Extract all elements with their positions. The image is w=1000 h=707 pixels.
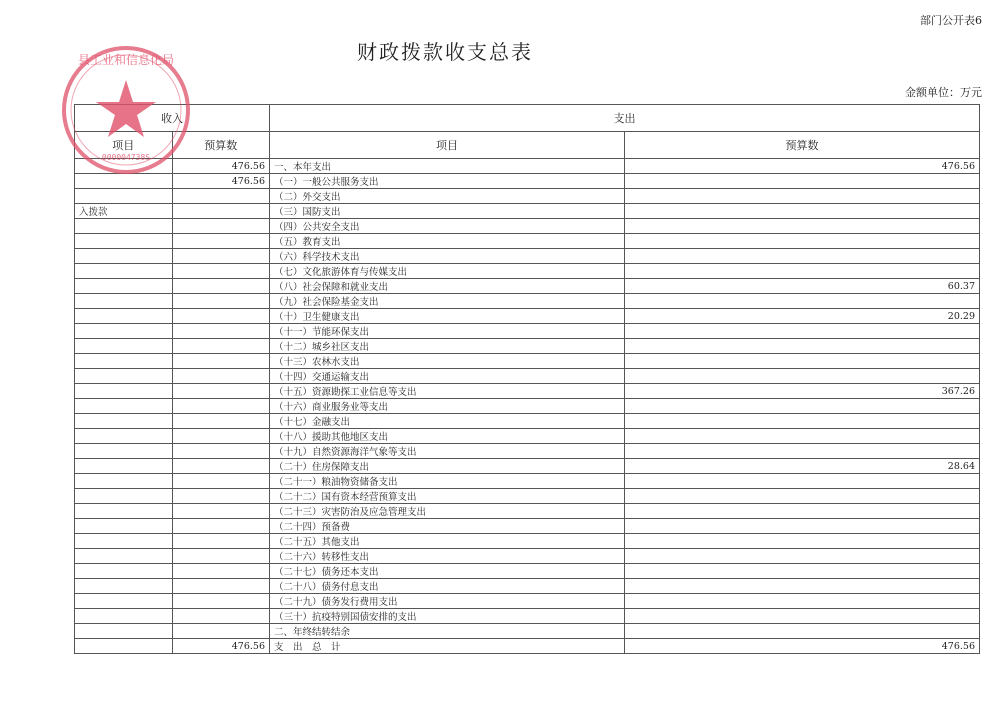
income-budget-cell (172, 414, 270, 429)
total-income-label (75, 639, 173, 654)
form-number: 部门公开表6 (920, 14, 982, 27)
expense-budget-cell (625, 369, 980, 384)
income-item-cell: 入拨款 (75, 204, 173, 219)
expense-item-cell: （四）公共安全支出 (270, 219, 625, 234)
income-budget-cell (172, 534, 270, 549)
income-budget-cell (172, 564, 270, 579)
header-row-group (75, 105, 980, 132)
table-row (75, 204, 980, 219)
table-row (75, 444, 980, 459)
expense-item-cell: （二十一）粮油物资储备支出 (270, 474, 625, 489)
table-row (75, 219, 980, 234)
income-budget-cell (172, 339, 270, 354)
expense-item-cell: （九）社会保险基金支出 (270, 294, 625, 309)
expense-budget-cell (625, 174, 980, 189)
table-row (75, 159, 980, 174)
expense-budget-cell (625, 579, 980, 594)
expense-budget-cell (625, 399, 980, 414)
expense-item-cell: （十九）自然资源海洋气象等支出 (270, 444, 625, 459)
expense-item-cell: （二十三）灾害防治及应急管理支出 (270, 504, 625, 519)
income-budget-cell (172, 459, 270, 474)
header-row-columns (75, 132, 980, 159)
expense-budget-cell (625, 444, 980, 459)
income-item-cell (75, 474, 173, 489)
table-row (75, 549, 980, 564)
income-budget-cell (172, 324, 270, 339)
table-row (75, 309, 980, 324)
income-item-header: 项目 (75, 132, 173, 159)
table-row (75, 519, 980, 534)
table-row (75, 369, 980, 384)
expense-item-cell: （五）教育支出 (270, 234, 625, 249)
income-item-cell (75, 459, 173, 474)
expense-budget-cell (625, 609, 980, 624)
table-row (75, 564, 980, 579)
svg-text:县工业和信息化局: 县工业和信息化局 (77, 53, 175, 67)
table-row (75, 399, 980, 414)
income-budget-cell (172, 444, 270, 459)
income-item-cell (75, 444, 173, 459)
income-budget-cell (172, 609, 270, 624)
income-item-cell (75, 339, 173, 354)
expense-budget-cell (625, 339, 980, 354)
expense-item-cell: （十八）援助其他地区支出 (270, 429, 625, 444)
income-item-cell (75, 414, 173, 429)
income-budget-cell: 476.56 (172, 174, 270, 189)
expense-budget-cell (625, 414, 980, 429)
expense-item-cell: （二十六）转移性支出 (270, 549, 625, 564)
official-seal (56, 40, 196, 180)
expense-item-cell: （二十七）债务还本支出 (270, 564, 625, 579)
income-group-header: 收入 (75, 105, 270, 132)
expense-budget-cell: 20.29 (625, 309, 980, 324)
expense-budget-cell (625, 474, 980, 489)
income-item-cell (75, 504, 173, 519)
expense-budget-cell (625, 504, 980, 519)
expense-item-cell: （二十）住房保障支出 (270, 459, 625, 474)
income-item-cell (75, 549, 173, 564)
table-row (75, 489, 980, 504)
table-row (75, 609, 980, 624)
expense-item-cell: （十四）交通运输支出 (270, 369, 625, 384)
expense-item-cell: （十六）商业服务业等支出 (270, 399, 625, 414)
expense-item-cell: （十）卫生健康支出 (270, 309, 625, 324)
income-budget-cell (172, 264, 270, 279)
income-budget-cell (172, 249, 270, 264)
expense-budget-cell (625, 324, 980, 339)
income-budget-cell (172, 549, 270, 564)
income-item-cell (75, 234, 173, 249)
expense-item-cell: （十五）资源勘探工业信息等支出 (270, 384, 625, 399)
income-item-cell (75, 324, 173, 339)
income-budget-cell (172, 504, 270, 519)
income-item-cell (75, 264, 173, 279)
expense-item-cell: （八）社会保障和就业支出 (270, 279, 625, 294)
table-row (75, 429, 980, 444)
expense-item-cell: （二）外交支出 (270, 189, 625, 204)
income-item-cell (75, 609, 173, 624)
income-item-cell (75, 219, 173, 234)
finance-table (74, 104, 980, 654)
income-budget-cell (172, 384, 270, 399)
income-budget-cell (172, 519, 270, 534)
table-body (75, 159, 980, 639)
income-item-cell (75, 534, 173, 549)
table-row (75, 234, 980, 249)
income-item-cell (75, 519, 173, 534)
table-row (75, 174, 980, 189)
expense-budget-cell (625, 234, 980, 249)
income-budget-cell (172, 204, 270, 219)
table-row (75, 294, 980, 309)
table-row (75, 279, 980, 294)
expense-item-cell: （二十二）国有资本经营预算支出 (270, 489, 625, 504)
expense-item-cell: （七）文化旅游体育与传媒支出 (270, 264, 625, 279)
income-budget-cell (172, 474, 270, 489)
income-budget-cell (172, 489, 270, 504)
table-row (75, 324, 980, 339)
income-budget-cell (172, 309, 270, 324)
table-row (75, 459, 980, 474)
table-row (75, 624, 980, 639)
income-item-cell (75, 354, 173, 369)
expense-budget-cell: 60.37 (625, 279, 980, 294)
income-budget-cell (172, 594, 270, 609)
table-row (75, 474, 980, 489)
expense-budget-cell: 28.64 (625, 459, 980, 474)
income-budget-header: 预算数 (172, 132, 270, 159)
expense-item-cell: （十三）农林水支出 (270, 354, 625, 369)
expense-budget-cell: 476.56 (625, 159, 980, 174)
table-row (75, 354, 980, 369)
income-item-cell (75, 489, 173, 504)
svg-text:000004738S: 000004738S (101, 153, 151, 162)
expense-item-cell: （二十八）债务付息支出 (270, 579, 625, 594)
expense-budget-cell (625, 534, 980, 549)
expense-item-cell: （二十五）其他支出 (270, 534, 625, 549)
total-row (75, 639, 980, 654)
income-budget-cell (172, 354, 270, 369)
income-item-cell (75, 279, 173, 294)
expense-item-cell: （二十九）债务发行费用支出 (270, 594, 625, 609)
expense-item-cell: 一、本年支出 (270, 159, 625, 174)
income-budget-cell (172, 189, 270, 204)
expense-budget-cell (625, 189, 980, 204)
income-item-cell (75, 294, 173, 309)
table-row (75, 504, 980, 519)
income-item-cell (75, 594, 173, 609)
income-budget-cell: 476.56 (172, 159, 270, 174)
expense-budget-cell (625, 549, 980, 564)
total-expense-label: 支 出 总 计 (270, 639, 625, 654)
table-row (75, 579, 980, 594)
income-item-cell (75, 189, 173, 204)
expense-budget-cell (625, 519, 980, 534)
page-title: 财政拨款收支总表 (357, 40, 533, 64)
income-budget-cell (172, 219, 270, 234)
income-item-cell (75, 429, 173, 444)
expense-budget-cell (625, 354, 980, 369)
income-item-cell (75, 309, 173, 324)
income-item-cell (75, 564, 173, 579)
income-budget-cell (172, 624, 270, 639)
expense-budget-cell (625, 249, 980, 264)
table-row (75, 249, 980, 264)
expense-budget-cell (625, 489, 980, 504)
income-item-cell (75, 399, 173, 414)
table-row (75, 339, 980, 354)
expense-item-cell: 二、年终结转结余 (270, 624, 625, 639)
expense-budget-header: 预算数 (625, 132, 980, 159)
expense-budget-cell: 367.26 (625, 384, 980, 399)
expense-item-cell: （十七）金融支出 (270, 414, 625, 429)
income-item-cell (75, 384, 173, 399)
income-item-cell (75, 369, 173, 384)
expense-group-header: 支出 (270, 105, 980, 132)
expense-item-cell: （十一）节能环保支出 (270, 324, 625, 339)
income-budget-cell (172, 429, 270, 444)
expense-item-cell: （十二）城乡社区支出 (270, 339, 625, 354)
total-income-value: 476.56 (172, 639, 270, 654)
expense-budget-cell (625, 624, 980, 639)
expense-budget-cell (625, 204, 980, 219)
expense-budget-cell (625, 264, 980, 279)
expense-budget-cell (625, 294, 980, 309)
income-budget-cell (172, 234, 270, 249)
amount-unit: 金额单位：万元 (905, 86, 982, 99)
total-expense-value: 476.56 (625, 639, 980, 654)
table-row (75, 189, 980, 204)
expense-item-cell: （一）一般公共服务支出 (270, 174, 625, 189)
expense-budget-cell (625, 564, 980, 579)
expense-item-cell: （三十）抗疫特别国债安排的支出 (270, 609, 625, 624)
expense-item-cell: （六）科学技术支出 (270, 249, 625, 264)
expense-budget-cell (625, 594, 980, 609)
expense-budget-cell (625, 429, 980, 444)
table-row (75, 264, 980, 279)
income-item-cell (75, 624, 173, 639)
income-item-cell (75, 579, 173, 594)
expense-item-cell: （二十四）预备费 (270, 519, 625, 534)
expense-item-header: 项目 (270, 132, 625, 159)
income-budget-cell (172, 294, 270, 309)
table-row (75, 594, 980, 609)
income-budget-cell (172, 579, 270, 594)
table-row (75, 534, 980, 549)
expense-item-cell: （三）国防支出 (270, 204, 625, 219)
income-item-cell (75, 249, 173, 264)
expense-budget-cell (625, 219, 980, 234)
income-budget-cell (172, 399, 270, 414)
income-budget-cell (172, 279, 270, 294)
table-row (75, 384, 980, 399)
table-row (75, 414, 980, 429)
income-budget-cell (172, 369, 270, 384)
